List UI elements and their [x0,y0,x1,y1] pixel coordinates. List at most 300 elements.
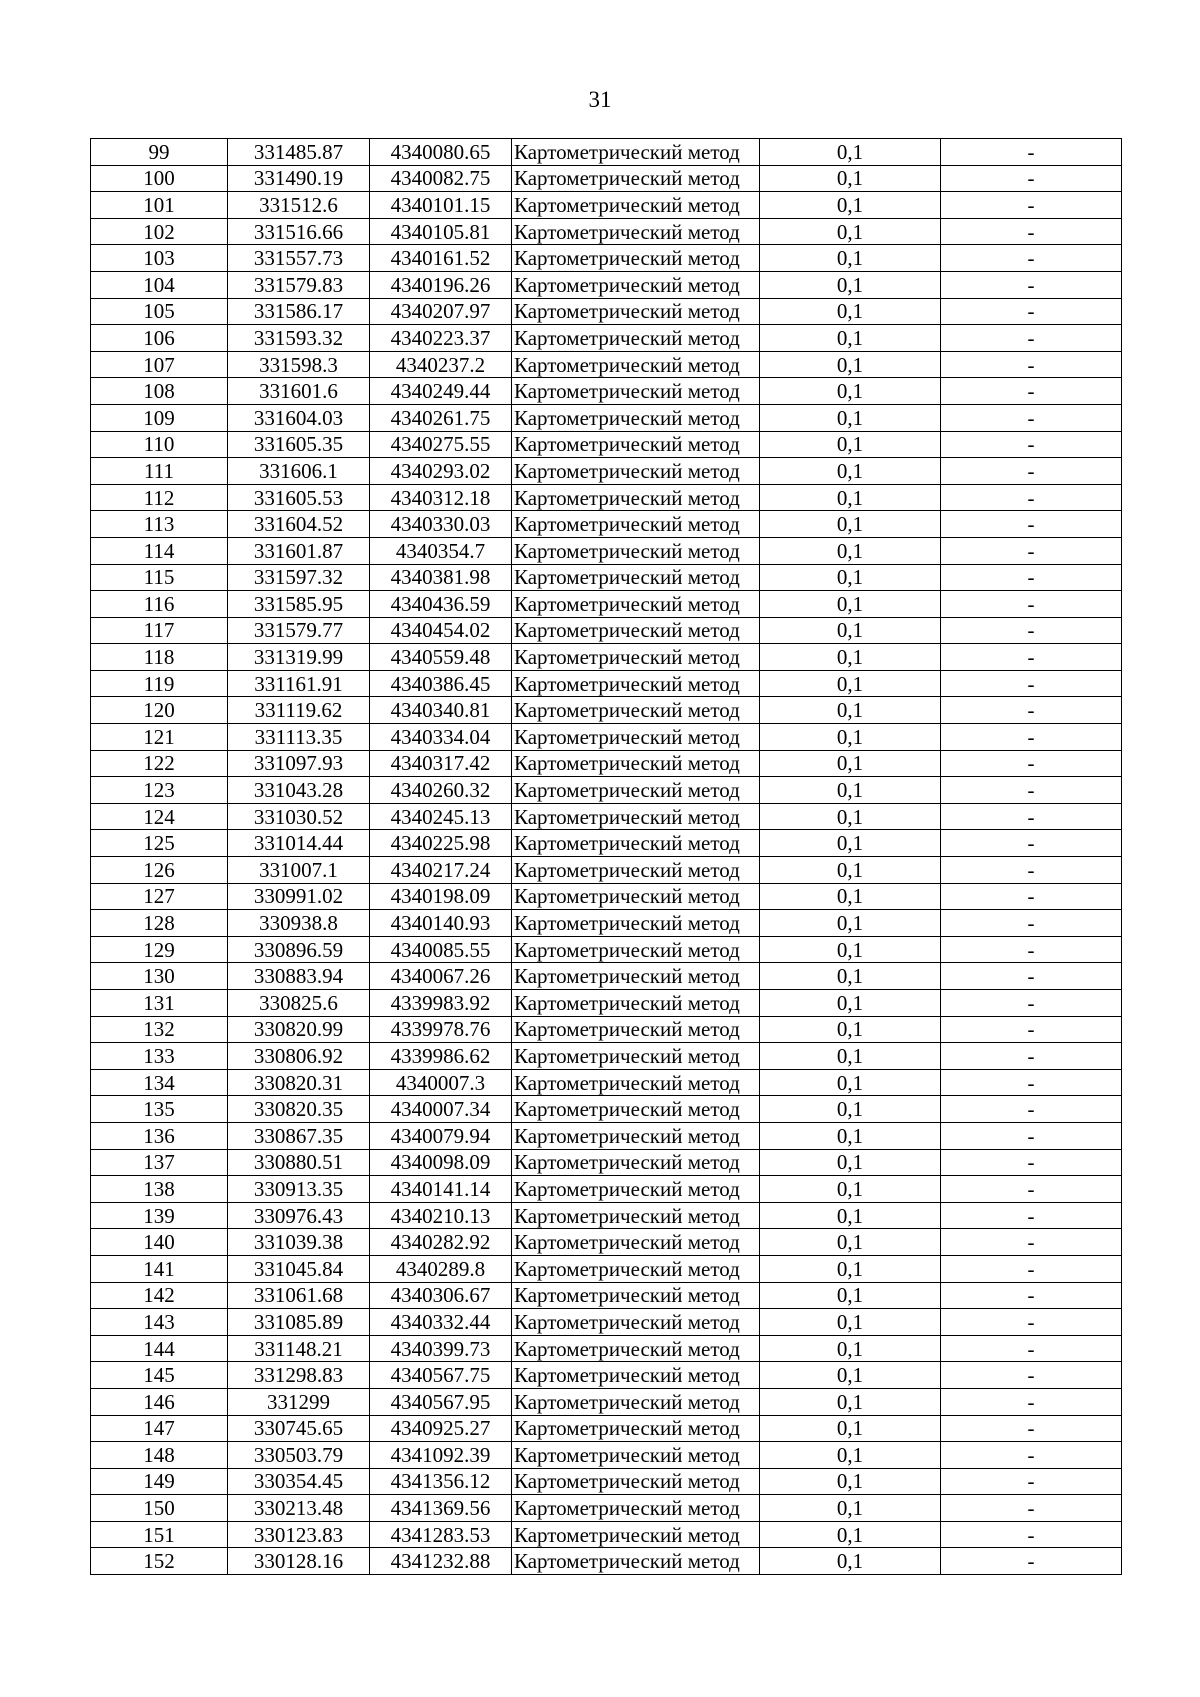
y-coordinate-cell: 4340080.65 [370,139,512,166]
note-cell: - [941,1282,1122,1309]
method-cell: Картометрический метод [512,883,760,910]
table-row [91,1282,1122,1309]
y-coordinate-cell: 4341369.56 [370,1495,512,1522]
point-number-cell: 148 [91,1442,228,1469]
y-coordinate-cell: 4341232.88 [370,1548,512,1575]
method-cell: Картометрический метод [512,1255,760,1282]
x-coordinate-cell: 331604.03 [228,404,370,431]
point-number-cell: 101 [91,192,228,219]
point-number-cell: 146 [91,1388,228,1415]
method-cell: Картометрический метод [512,1069,760,1096]
x-coordinate-cell: 330938.8 [228,910,370,937]
method-cell: Картометрический метод [512,1282,760,1309]
point-number-cell: 140 [91,1229,228,1256]
point-number-cell: 150 [91,1495,228,1522]
y-coordinate-cell: 4340436.59 [370,591,512,618]
y-coordinate-cell: 4340085.55 [370,936,512,963]
accuracy-cell: 0,1 [760,165,941,192]
note-cell: - [941,1468,1122,1495]
y-coordinate-cell: 4340334.04 [370,724,512,751]
y-coordinate-cell: 4340330.03 [370,511,512,538]
x-coordinate-cell: 330820.35 [228,1096,370,1123]
method-cell: Картометрический метод [512,1362,760,1389]
point-number-cell: 126 [91,857,228,884]
note-cell: - [941,1388,1122,1415]
point-number-cell: 109 [91,404,228,431]
method-cell: Картометрический метод [512,458,760,485]
note-cell: - [941,1229,1122,1256]
accuracy-cell: 0,1 [760,431,941,458]
x-coordinate-cell: 331598.3 [228,351,370,378]
point-number-cell: 120 [91,697,228,724]
method-cell: Картометрический метод [512,724,760,751]
x-coordinate-cell: 331485.87 [228,139,370,166]
y-coordinate-cell: 4341356.12 [370,1468,512,1495]
note-cell: - [941,1043,1122,1070]
accuracy-cell: 0,1 [760,724,941,751]
accuracy-cell: 0,1 [760,1016,941,1043]
note-cell: - [941,644,1122,671]
y-coordinate-cell: 4340098.09 [370,1149,512,1176]
y-coordinate-cell: 4340082.75 [370,165,512,192]
x-coordinate-cell: 330991.02 [228,883,370,910]
table-row [91,458,1122,485]
point-number-cell: 151 [91,1521,228,1548]
point-number-cell: 124 [91,803,228,830]
accuracy-cell: 0,1 [760,1362,941,1389]
x-coordinate-cell: 331148.21 [228,1335,370,1362]
method-cell: Картометрический метод [512,245,760,272]
x-coordinate-cell: 331097.93 [228,750,370,777]
note-cell: - [941,1495,1122,1522]
method-cell: Картометрический метод [512,617,760,644]
table-row [91,245,1122,272]
y-coordinate-cell: 4340306.67 [370,1282,512,1309]
method-cell: Картометрический метод [512,1521,760,1548]
note-cell: - [941,617,1122,644]
method-cell: Картометрический метод [512,564,760,591]
method-cell: Картометрический метод [512,1122,760,1149]
x-coordinate-cell: 330503.79 [228,1442,370,1469]
table-row [91,1096,1122,1123]
table-row [91,218,1122,245]
method-cell: Картометрический метод [512,537,760,564]
coordinates-table-body [91,139,1122,1575]
table-row [91,803,1122,830]
table-row [91,990,1122,1017]
method-cell: Картометрический метод [512,1176,760,1203]
table-row [91,670,1122,697]
x-coordinate-cell: 331606.1 [228,458,370,485]
page-number: 31 [588,87,612,112]
point-number-cell: 130 [91,963,228,990]
method-cell: Картометрический метод [512,1442,760,1469]
method-cell: Картометрический метод [512,857,760,884]
note-cell: - [941,724,1122,751]
x-coordinate-cell: 331597.32 [228,564,370,591]
y-coordinate-cell: 4339983.92 [370,990,512,1017]
note-cell: - [941,325,1122,352]
note-cell: - [941,537,1122,564]
method-cell: Картометрический метод [512,351,760,378]
note-cell: - [941,1415,1122,1442]
table-row [91,378,1122,405]
accuracy-cell: 0,1 [760,910,941,937]
y-coordinate-cell: 4340140.93 [370,910,512,937]
point-number-cell: 111 [91,458,228,485]
note-cell: - [941,803,1122,830]
x-coordinate-cell: 331579.83 [228,271,370,298]
point-number-cell: 103 [91,245,228,272]
method-cell: Картометрический метод [512,1202,760,1229]
method-cell: Картометрический метод [512,431,760,458]
method-cell: Картометрический метод [512,484,760,511]
note-cell: - [941,1149,1122,1176]
method-cell: Картометрический метод [512,1309,760,1336]
x-coordinate-cell: 331601.87 [228,537,370,564]
point-number-cell: 138 [91,1176,228,1203]
method-cell: Картометрический метод [512,378,760,405]
note-cell: - [941,1176,1122,1203]
accuracy-cell: 0,1 [760,1282,941,1309]
accuracy-cell: 0,1 [760,218,941,245]
x-coordinate-cell: 331557.73 [228,245,370,272]
x-coordinate-cell: 330123.83 [228,1521,370,1548]
accuracy-cell: 0,1 [760,1202,941,1229]
note-cell: - [941,1521,1122,1548]
note-cell: - [941,777,1122,804]
x-coordinate-cell: 331298.83 [228,1362,370,1389]
accuracy-cell: 0,1 [760,1495,941,1522]
table-row [91,325,1122,352]
y-coordinate-cell: 4339986.62 [370,1043,512,1070]
x-coordinate-cell: 331299 [228,1388,370,1415]
method-cell: Картометрический метод [512,192,760,219]
method-cell: Картометрический метод [512,325,760,352]
method-cell: Картометрический метод [512,910,760,937]
point-number-cell: 131 [91,990,228,1017]
x-coordinate-cell: 331119.62 [228,697,370,724]
x-coordinate-cell: 330354.45 [228,1468,370,1495]
accuracy-cell: 0,1 [760,1149,941,1176]
table-row [91,298,1122,325]
accuracy-cell: 0,1 [760,1468,941,1495]
y-coordinate-cell: 4340261.75 [370,404,512,431]
point-number-cell: 113 [91,511,228,538]
table-row [91,1362,1122,1389]
point-number-cell: 145 [91,1362,228,1389]
point-number-cell: 104 [91,271,228,298]
method-cell: Картометрический метод [512,1495,760,1522]
method-cell: Картометрический метод [512,1016,760,1043]
x-coordinate-cell: 331605.53 [228,484,370,511]
table-row [91,617,1122,644]
point-number-cell: 119 [91,670,228,697]
method-cell: Картометрический метод [512,591,760,618]
note-cell: - [941,165,1122,192]
point-number-cell: 141 [91,1255,228,1282]
x-coordinate-cell: 331585.95 [228,591,370,618]
point-number-cell: 149 [91,1468,228,1495]
table-row [91,1016,1122,1043]
note-cell: - [941,830,1122,857]
accuracy-cell: 0,1 [760,617,941,644]
table-row [91,1255,1122,1282]
note-cell: - [941,564,1122,591]
accuracy-cell: 0,1 [760,1388,941,1415]
y-coordinate-cell: 4340567.95 [370,1388,512,1415]
x-coordinate-cell: 331586.17 [228,298,370,325]
note-cell: - [941,670,1122,697]
note-cell: - [941,990,1122,1017]
point-number-cell: 144 [91,1335,228,1362]
table-row [91,591,1122,618]
x-coordinate-cell: 331161.91 [228,670,370,697]
method-cell: Картометрический метод [512,218,760,245]
point-number-cell: 129 [91,936,228,963]
note-cell: - [941,1309,1122,1336]
table-row [91,484,1122,511]
accuracy-cell: 0,1 [760,857,941,884]
note-cell: - [941,1442,1122,1469]
y-coordinate-cell: 4339978.76 [370,1016,512,1043]
accuracy-cell: 0,1 [760,1255,941,1282]
accuracy-cell: 0,1 [760,803,941,830]
y-coordinate-cell: 4340289.8 [370,1255,512,1282]
table-row [91,139,1122,166]
note-cell: - [941,1202,1122,1229]
note-cell: - [941,936,1122,963]
x-coordinate-cell: 331043.28 [228,777,370,804]
accuracy-cell: 0,1 [760,1415,941,1442]
point-number-cell: 133 [91,1043,228,1070]
accuracy-cell: 0,1 [760,670,941,697]
point-number-cell: 139 [91,1202,228,1229]
x-coordinate-cell: 331601.6 [228,378,370,405]
y-coordinate-cell: 4340340.81 [370,697,512,724]
accuracy-cell: 0,1 [760,351,941,378]
x-coordinate-cell: 331605.35 [228,431,370,458]
method-cell: Картометрический метод [512,1548,760,1575]
x-coordinate-cell: 330896.59 [228,936,370,963]
accuracy-cell: 0,1 [760,830,941,857]
table-row [91,165,1122,192]
note-cell: - [941,511,1122,538]
accuracy-cell: 0,1 [760,245,941,272]
method-cell: Картометрический метод [512,1388,760,1415]
accuracy-cell: 0,1 [760,378,941,405]
point-number-cell: 118 [91,644,228,671]
note-cell: - [941,883,1122,910]
table-row [91,1521,1122,1548]
note-cell: - [941,298,1122,325]
table-row [91,857,1122,884]
table-row [91,1176,1122,1203]
method-cell: Картометрический метод [512,404,760,431]
x-coordinate-cell: 331030.52 [228,803,370,830]
note-cell: - [941,378,1122,405]
point-number-cell: 136 [91,1122,228,1149]
accuracy-cell: 0,1 [760,644,941,671]
note-cell: - [941,1255,1122,1282]
point-number-cell: 132 [91,1016,228,1043]
method-cell: Картометрический метод [512,644,760,671]
point-number-cell: 108 [91,378,228,405]
accuracy-cell: 0,1 [760,1096,941,1123]
method-cell: Картометрический метод [512,670,760,697]
note-cell: - [941,910,1122,937]
point-number-cell: 127 [91,883,228,910]
table-row [91,192,1122,219]
x-coordinate-cell: 330825.6 [228,990,370,1017]
note-cell: - [941,750,1122,777]
note-cell: - [941,404,1122,431]
y-coordinate-cell: 4340381.98 [370,564,512,591]
note-cell: - [941,245,1122,272]
accuracy-cell: 0,1 [760,192,941,219]
note-cell: - [941,218,1122,245]
y-coordinate-cell: 4340207.97 [370,298,512,325]
x-coordinate-cell: 330880.51 [228,1149,370,1176]
note-cell: - [941,431,1122,458]
point-number-cell: 114 [91,537,228,564]
point-number-cell: 134 [91,1069,228,1096]
table-row [91,1202,1122,1229]
accuracy-cell: 0,1 [760,591,941,618]
x-coordinate-cell: 331113.35 [228,724,370,751]
x-coordinate-cell: 331045.84 [228,1255,370,1282]
accuracy-cell: 0,1 [760,271,941,298]
x-coordinate-cell: 331490.19 [228,165,370,192]
table-row [91,564,1122,591]
point-number-cell: 112 [91,484,228,511]
y-coordinate-cell: 4340210.13 [370,1202,512,1229]
note-cell: - [941,1362,1122,1389]
y-coordinate-cell: 4341283.53 [370,1521,512,1548]
method-cell: Картометрический метод [512,803,760,830]
accuracy-cell: 0,1 [760,1521,941,1548]
method-cell: Картометрический метод [512,1335,760,1362]
accuracy-cell: 0,1 [760,511,941,538]
y-coordinate-cell: 4340317.42 [370,750,512,777]
note-cell: - [941,697,1122,724]
x-coordinate-cell: 330820.99 [228,1016,370,1043]
x-coordinate-cell: 330128.16 [228,1548,370,1575]
accuracy-cell: 0,1 [760,1176,941,1203]
note-cell: - [941,271,1122,298]
y-coordinate-cell: 4340559.48 [370,644,512,671]
point-number-cell: 123 [91,777,228,804]
table-row [91,271,1122,298]
y-coordinate-cell: 4340245.13 [370,803,512,830]
x-coordinate-cell: 331061.68 [228,1282,370,1309]
table-row [91,351,1122,378]
y-coordinate-cell: 4340925.27 [370,1415,512,1442]
x-coordinate-cell: 331014.44 [228,830,370,857]
x-coordinate-cell: 330820.31 [228,1069,370,1096]
note-cell: - [941,1069,1122,1096]
accuracy-cell: 0,1 [760,484,941,511]
table-row [91,1043,1122,1070]
method-cell: Картометрический метод [512,165,760,192]
y-coordinate-cell: 4340223.37 [370,325,512,352]
accuracy-cell: 0,1 [760,404,941,431]
y-coordinate-cell: 4340332.44 [370,1309,512,1336]
method-cell: Картометрический метод [512,990,760,1017]
x-coordinate-cell: 331604.52 [228,511,370,538]
point-number-cell: 135 [91,1096,228,1123]
y-coordinate-cell: 4340260.32 [370,777,512,804]
accuracy-cell: 0,1 [760,298,941,325]
table-row [91,1335,1122,1362]
note-cell: - [941,192,1122,219]
table-row [91,1415,1122,1442]
method-cell: Картометрический метод [512,298,760,325]
table-row [91,537,1122,564]
method-cell: Картометрический метод [512,1415,760,1442]
point-number-cell: 147 [91,1415,228,1442]
point-number-cell: 142 [91,1282,228,1309]
x-coordinate-cell: 330213.48 [228,1495,370,1522]
accuracy-cell: 0,1 [760,990,941,1017]
point-number-cell: 137 [91,1149,228,1176]
y-coordinate-cell: 4340196.26 [370,271,512,298]
point-number-cell: 125 [91,830,228,857]
method-cell: Картометрический метод [512,963,760,990]
point-number-cell: 115 [91,564,228,591]
accuracy-cell: 0,1 [760,325,941,352]
point-number-cell: 128 [91,910,228,937]
table-row [91,1122,1122,1149]
accuracy-cell: 0,1 [760,936,941,963]
y-coordinate-cell: 4340249.44 [370,378,512,405]
accuracy-cell: 0,1 [760,777,941,804]
accuracy-cell: 0,1 [760,1069,941,1096]
point-number-cell: 100 [91,165,228,192]
note-cell: - [941,1122,1122,1149]
table-row [91,777,1122,804]
point-number-cell: 122 [91,750,228,777]
method-cell: Картометрический метод [512,1043,760,1070]
y-coordinate-cell: 4340105.81 [370,218,512,245]
point-number-cell: 121 [91,724,228,751]
method-cell: Картометрический метод [512,777,760,804]
y-coordinate-cell: 4340399.73 [370,1335,512,1362]
accuracy-cell: 0,1 [760,458,941,485]
note-cell: - [941,458,1122,485]
accuracy-cell: 0,1 [760,1548,941,1575]
table-row [91,1229,1122,1256]
table-row [91,1442,1122,1469]
method-cell: Картометрический метод [512,511,760,538]
point-number-cell: 152 [91,1548,228,1575]
x-coordinate-cell: 331579.77 [228,617,370,644]
point-number-cell: 110 [91,431,228,458]
y-coordinate-cell: 4340007.3 [370,1069,512,1096]
y-coordinate-cell: 4340141.14 [370,1176,512,1203]
y-coordinate-cell: 4340354.7 [370,537,512,564]
accuracy-cell: 0,1 [760,1309,941,1336]
table-row [91,697,1122,724]
y-coordinate-cell: 4340217.24 [370,857,512,884]
x-coordinate-cell: 331039.38 [228,1229,370,1256]
accuracy-cell: 0,1 [760,1229,941,1256]
table-row [91,404,1122,431]
note-cell: - [941,1096,1122,1123]
table-row [91,724,1122,751]
method-cell: Картометрический метод [512,697,760,724]
x-coordinate-cell: 330745.65 [228,1415,370,1442]
